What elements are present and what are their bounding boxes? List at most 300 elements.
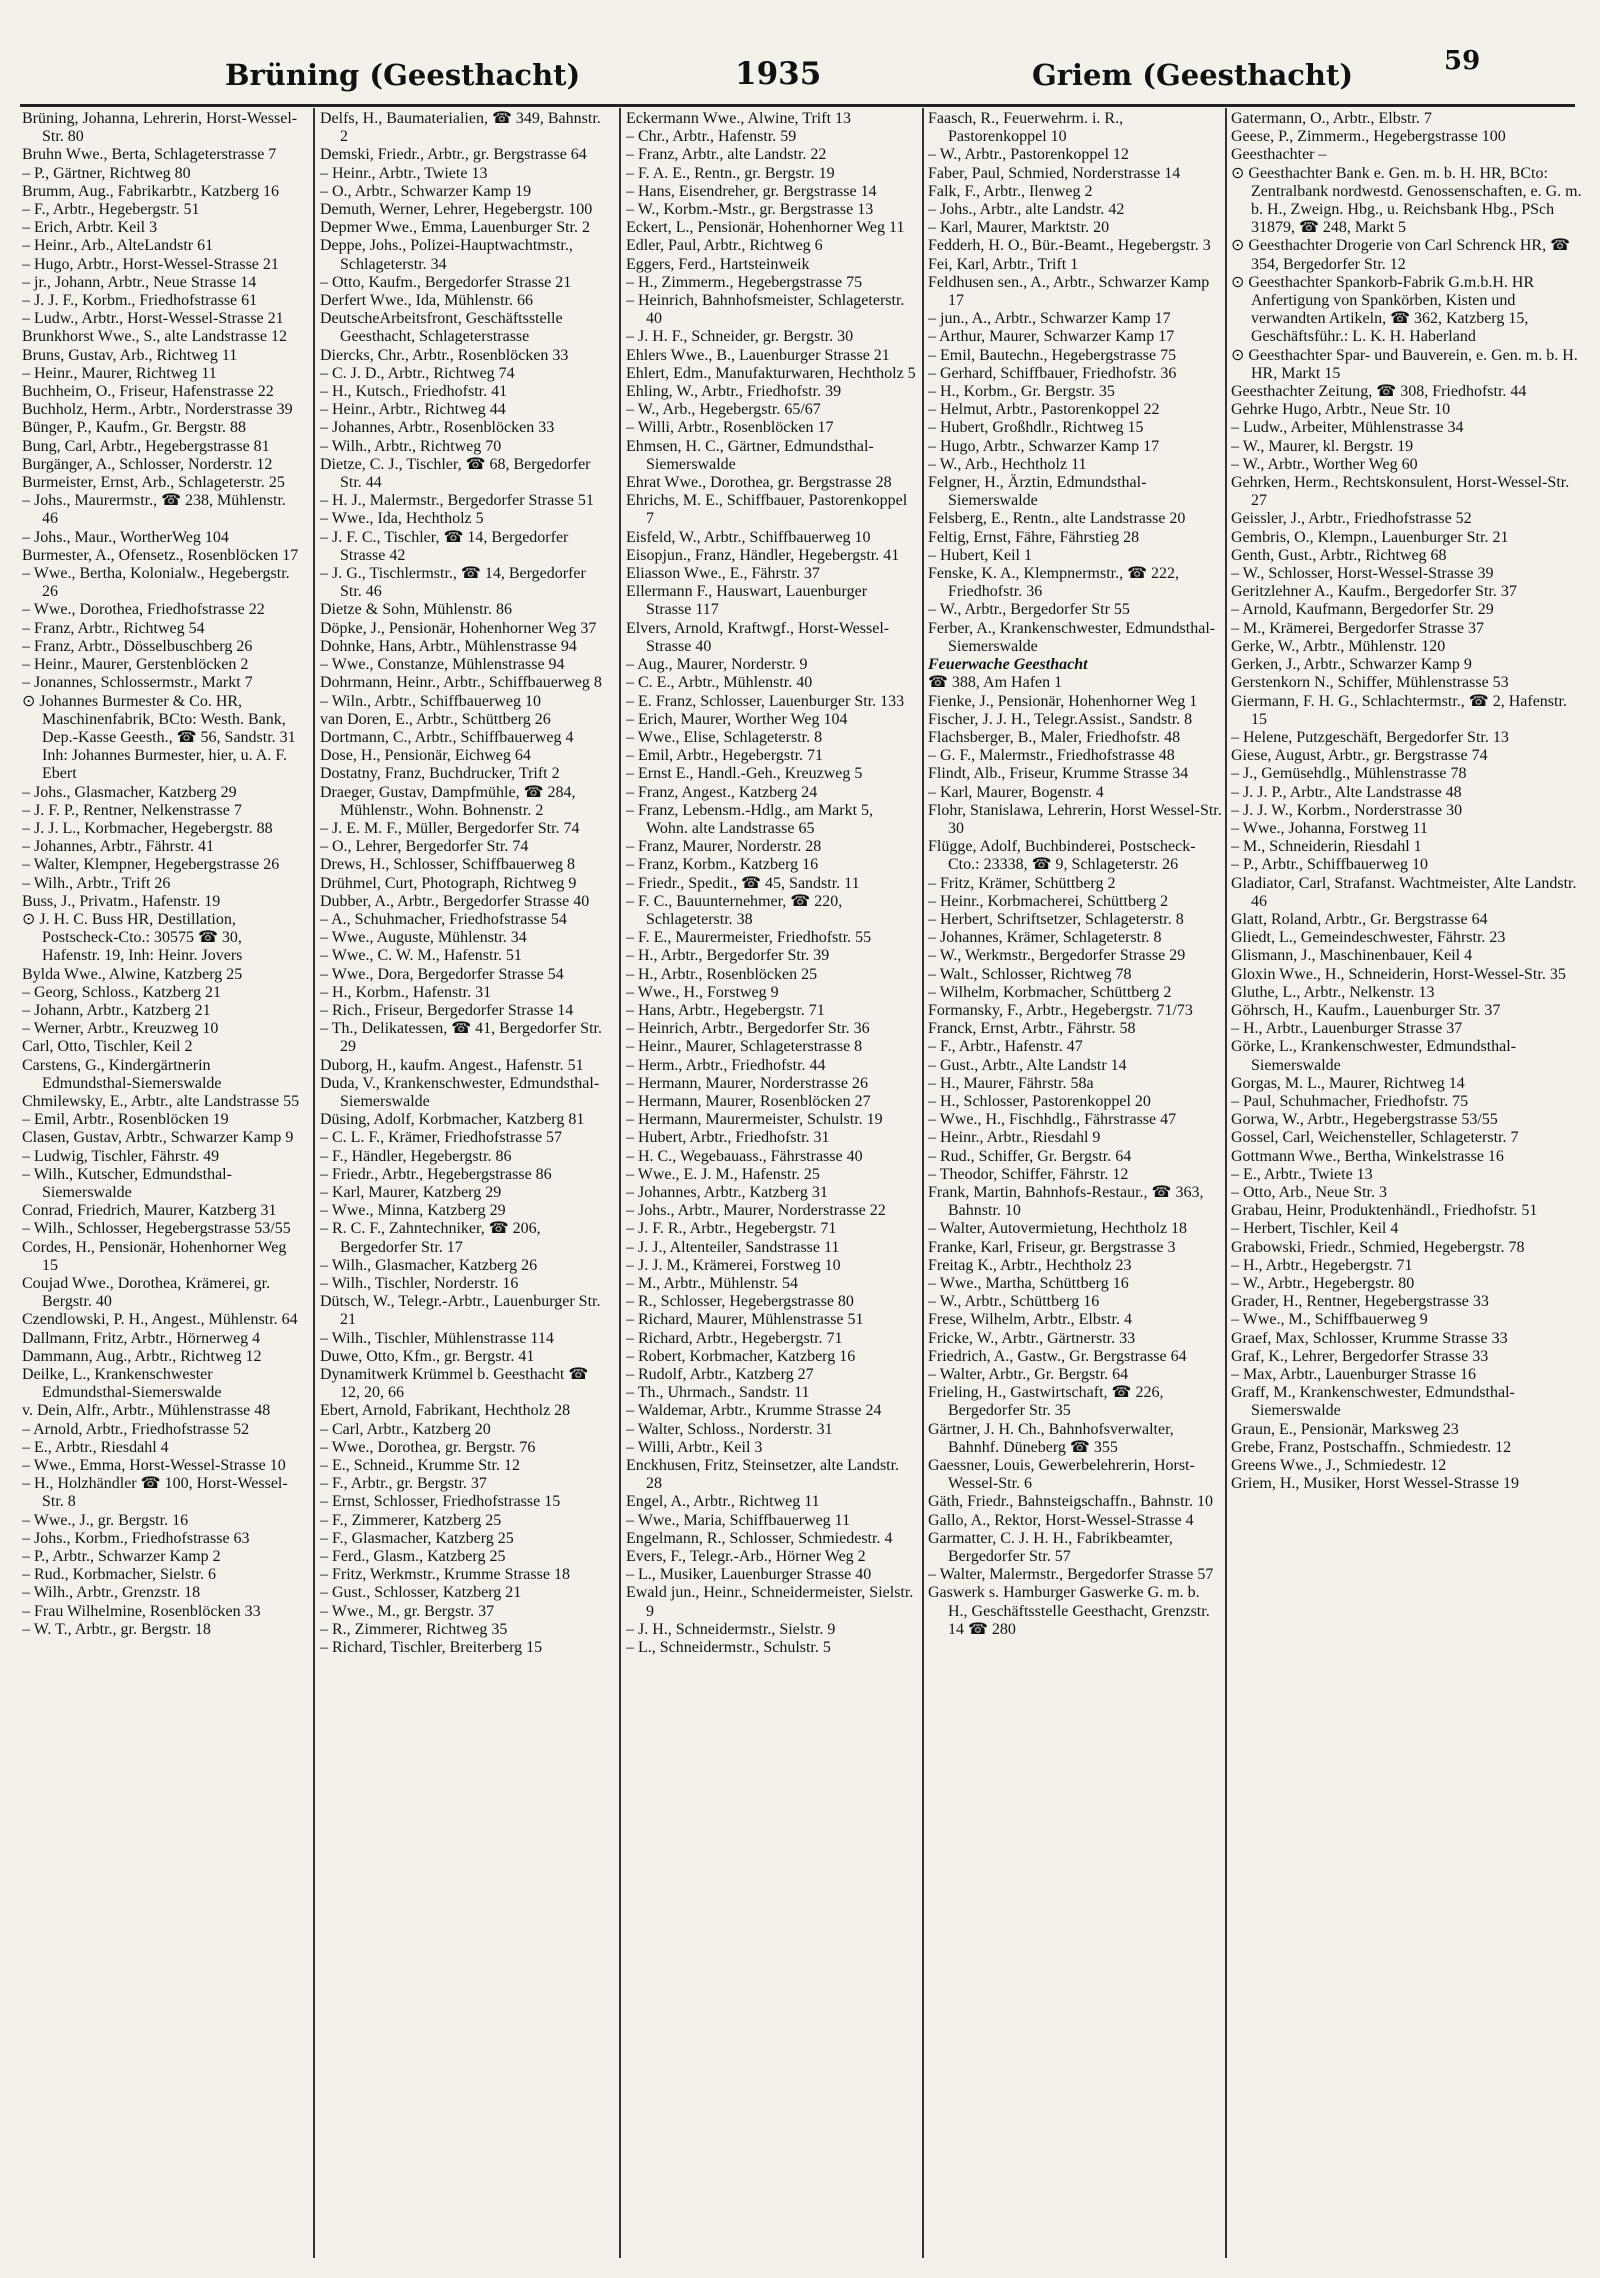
directory-entry: Gorwa, W., Arbtr., Hegebergstrasse 53/55 xyxy=(1231,1111,1498,1129)
directory-entry: Geesthachter – xyxy=(1231,146,1327,164)
directory-entry: – J. F. R., Arbtr., Hegebergstr. 71 xyxy=(626,1220,837,1238)
directory-entry: – Ludw., Arbeiter, Mühlenstrasse 34 xyxy=(1231,419,1464,437)
directory-entry: – E. Franz, Schlosser, Lauenburger Str. 133 xyxy=(626,692,905,710)
directory-entry: – F. A. E., Rentn., gr. Bergstr. 19 xyxy=(626,164,835,182)
directory-entry: – Franz, Arbtr., Dösselbuschberg 26 xyxy=(22,637,253,655)
directory-entry: – Rich., Friseur, Bergedorfer Strasse 14 xyxy=(320,1001,574,1019)
directory-entry: Brunkhorst Wwe., S., alte Landstrasse 12 xyxy=(22,328,287,346)
directory-entry: Graf, K., Lehrer, Bergedorfer Strasse 33 xyxy=(1231,1347,1489,1365)
directory-entry: Ehlers Wwe., B., Lauenburger Strasse 21 xyxy=(626,346,890,364)
directory-entry: Felsberg, E., Rentn., alte Landstrasse 20 xyxy=(928,510,1186,528)
directory-entry: – Karl, Maurer, Marktstr. 20 xyxy=(928,219,1110,237)
directory-entry: – W., Schlosser, Horst-Wessel-Strasse 39 xyxy=(1231,565,1494,583)
directory-entry: – Karl, Maurer, Katzberg 29 xyxy=(320,1183,502,1201)
directory-entry: – Johs., Korbm., Friedhofstrasse 63 xyxy=(22,1529,250,1547)
directory-entry: Deilke, L., Krankenschwester Edmundsthal-Siemerswalde xyxy=(22,1366,222,1402)
directory-entry: – Hugo, Arbtr., Horst-Wessel-Strasse 21 xyxy=(22,255,279,273)
directory-entry: – Walter, Schloss., Norderstr. 31 xyxy=(626,1420,833,1438)
directory-entry: Franke, Karl, Friseur, gr. Bergstrasse 3 xyxy=(928,1238,1176,1256)
directory-entry: – Hans, Arbtr., Hegebergstr. 71 xyxy=(626,1001,825,1019)
directory-entry: – Rud., Schiffer, Gr. Bergstr. 64 xyxy=(928,1147,1132,1165)
directory-entry: – Wilh., Schlosser, Hegebergstrasse 53/55 xyxy=(22,1220,291,1238)
directory-entry: – J. G., Tischlermstr., ☎ 14, Bergedorfer Str. 46 xyxy=(320,565,586,601)
directory-entry: Grader, H., Rentner, Hegebergstrasse 33 xyxy=(1231,1293,1489,1311)
directory-entry: Cordes, H., Pensionär, Hohenhorner Weg 15 xyxy=(22,1238,287,1274)
directory-entry: – Hugo, Arbtr., Schwarzer Kamp 17 xyxy=(928,437,1160,455)
header-rule xyxy=(20,104,1575,107)
directory-entry: Greens Wwe., J., Schmiedestr. 12 xyxy=(1231,1457,1447,1475)
directory-entry: – Franz, Maurer, Norderstr. 28 xyxy=(626,838,822,856)
directory-entry: Dietze & Sohn, Mühlenstr. 86 xyxy=(320,601,512,619)
directory-entry: v. Dein, Alfr., Arbtr., Mühlenstrasse 48 xyxy=(22,1402,271,1420)
column-divider xyxy=(313,108,315,2258)
directory-entry: – Emil, Arbtr., Hegebergstr. 71 xyxy=(626,747,824,765)
directory-entry: – Helene, Putzgeschäft, Bergedorfer Str. 13 xyxy=(1231,728,1509,746)
directory-entry: – W., Arbtr., Worther Weg 60 xyxy=(1231,455,1418,473)
directory-entry: Burmester, A., Ofensetz., Rosenblöcken 17 xyxy=(22,546,299,564)
directory-entry: Depmer Wwe., Emma, Lauenburger Str. 2 xyxy=(320,219,590,237)
directory-entry: Dallmann, Fritz, Arbtr., Hörnerweg 4 xyxy=(22,1329,261,1347)
directory-entry: – Wwe., Dora, Bergedorfer Strasse 54 xyxy=(320,965,564,983)
directory-entry: Giese, August, Arbtr., gr. Bergstrasse 74 xyxy=(1231,747,1488,765)
directory-entry: – Wwe., Martha, Schüttberg 16 xyxy=(928,1275,1129,1292)
directory-entry: Ellermann F., Hauswart, Lauenburger Strasse 117 xyxy=(626,583,868,619)
directory-entry: Elvers, Arnold, Kraftwgf., Horst-Wessel-Strasse 40 xyxy=(626,619,890,655)
directory-entry: – Herbert, Schriftsetzer, Schlageterstr. 8 xyxy=(928,910,1184,928)
directory-entry: Gaswerk s. Hamburger Gaswerke G. m. b. H., Geschäftsstelle Geesthacht, Grenzstr. 14 ☎ 280 xyxy=(928,1584,1210,1638)
directory-entry: – Heinrich, Bahnhofsmeister, Schlageterstr. 40 xyxy=(626,292,905,328)
directory-entry: – Wwe., M., Schiffbauerweg 9 xyxy=(1231,1311,1428,1329)
directory-entry: Fedderh, H. O., Bür.-Beamt., Hegebergstr. 3 xyxy=(928,237,1211,255)
directory-entry: Flachsberger, B., Maler, Friedhofstr. 48 xyxy=(928,728,1181,746)
directory-entry: – E., Arbtr., Twiete 13 xyxy=(1231,1165,1373,1183)
directory-entry: Bylda Wwe., Alwine, Katzberg 25 xyxy=(22,965,243,983)
directory-entry: Ebert, Arnold, Fabrikant, Hechtholz 28 xyxy=(320,1402,571,1420)
directory-entry: – H., Kutsch., Friedhofstr. 41 xyxy=(320,383,508,401)
directory-entry: Dohrmann, Heinr., Arbtr., Schiffbauerweg 8 xyxy=(320,674,602,692)
column-2 xyxy=(320,110,610,2260)
directory-entry: – P., Arbtr., Schwarzer Kamp 2 xyxy=(22,1548,221,1566)
directory-entry: – Karl, Maurer, Bogenstr. 4 xyxy=(928,783,1104,801)
directory-entry: – Wwe., Johanna, Forstweg 11 xyxy=(1231,819,1428,837)
directory-entry: Czendlowski, P. H., Angest., Mühlenstr. 64 xyxy=(22,1311,298,1329)
directory-entry: ⊙ Geesthachter Spar- und Bauverein, e. Gen. m. b. H. HR, Markt 15 xyxy=(1231,346,1578,382)
directory-entry: Gehrken, Herm., Rechtskonsulent, Horst-Wessel-Str. 27 xyxy=(1231,474,1570,510)
directory-entry: van Doren, E., Arbtr., Schüttberg 26 xyxy=(320,710,551,728)
directory-entry: Gladiator, Carl, Strafanst. Wachtmeister, Alte Landstr. 46 xyxy=(1231,874,1577,910)
directory-entry: Chmilewsky, E., Arbtr., alte Landstrasse 55 xyxy=(22,1092,300,1110)
directory-entry: – Johannes, Arbtr., Fährstr. 41 xyxy=(22,838,214,856)
directory-entry: Dohnke, Hans, Arbtr., Mühlenstrasse 94 xyxy=(320,637,577,655)
directory-entry: – Johs., Maurermstr., ☎ 238, Mühlenstr. 46 xyxy=(22,492,286,528)
directory-entry: Gehrke Hugo, Arbtr., Neue Str. 10 xyxy=(1231,401,1451,419)
directory-entry: Feltig, Ernst, Fähre, Fährstieg 28 xyxy=(928,528,1140,546)
directory-entry: Flohr, Stanislawa, Lehrerin, Horst Wessel-Str. 30 xyxy=(928,801,1222,837)
directory-entry: – H., Arbtr., Rosenblöcken 25 xyxy=(626,965,818,983)
directory-entry: Gerken, J., Arbtr., Schwarzer Kamp 9 xyxy=(1231,656,1472,674)
directory-entry: – Richard, Arbtr., Hegebergstr. 71 xyxy=(626,1329,843,1347)
directory-entry: Glismann, J., Maschinenbauer, Keil 4 xyxy=(1231,947,1473,965)
directory-entry: – Wilh., Arbtr., Richtweg 70 xyxy=(320,437,502,455)
directory-entry: – Wilh., Glasmacher, Katzberg 26 xyxy=(320,1256,538,1274)
directory-entry: Garmatter, C. J. H. H., Fabrikbeamter, Bergedorfer Str. 57 xyxy=(928,1529,1173,1566)
directory-entry: – P., Gärtner, Richtweg 80 xyxy=(22,164,191,182)
directory-entry: Gerstenkorn N., Schiffer, Mühlenstrasse 53 xyxy=(1231,674,1509,692)
directory-entry: – Johann, Arbtr., Katzberg 21 xyxy=(22,1001,211,1019)
directory-entry: – Aug., Maurer, Norderstr. 9 xyxy=(626,656,808,674)
directory-entry: Genth, Gust., Arbtr., Richtweg 68 xyxy=(1231,546,1447,564)
directory-entry: – M., Arbtr., Mühlenstr. 54 xyxy=(626,1275,799,1292)
directory-entry: Graef, Max, Schlosser, Krumme Strasse 33 xyxy=(1231,1329,1508,1347)
directory-entry: Gallo, A., Rektor, Horst-Wessel-Strasse 4 xyxy=(928,1511,1194,1529)
directory-entry: Coujad Wwe., Dorothea, Krämerei, gr. Bergstr. 40 xyxy=(22,1275,271,1311)
directory-entry: Gembris, O., Klempn., Lauenburger Str. 21 xyxy=(1231,528,1509,546)
directory-entry: – Ferd., Glasm., Katzberg 25 xyxy=(320,1548,506,1566)
directory-entry: Brumm, Aug., Fabrikarbtr., Katzberg 16 xyxy=(22,182,279,200)
directory-entry: – Carl, Arbtr., Katzberg 20 xyxy=(320,1420,491,1438)
directory-entry: – J. J. W., Korbm., Norderstrasse 30 xyxy=(1231,801,1463,819)
directory-entry: – Herbert, Tischler, Keil 4 xyxy=(1231,1220,1399,1238)
directory-entry: – L., Musiker, Lauenburger Strasse 40 xyxy=(626,1566,872,1584)
directory-entry: – C. L. F., Krämer, Friedhofstrasse 57 xyxy=(320,1129,563,1147)
directory-entry: Demski, Friedr., Arbtr., gr. Bergstrasse 64 xyxy=(320,146,587,164)
directory-entry: Düsing, Adolf, Korbmacher, Katzberg 81 xyxy=(320,1111,585,1129)
directory-entry: – Friedr., Arbtr., Hegebergstrasse 86 xyxy=(320,1165,552,1183)
directory-entry: Eisfeld, W., Arbtr., Schiffbauerweg 10 xyxy=(626,528,871,546)
directory-entry: Carl, Otto, Tischler, Keil 2 xyxy=(22,1038,193,1056)
directory-entry: – Fritz, Werkmstr., Krumme Strasse 18 xyxy=(320,1566,570,1584)
directory-entry: – Emil, Arbtr., Rosenblöcken 19 xyxy=(22,1111,229,1129)
directory-entry: – Walt., Schlosser, Richtweg 78 xyxy=(928,965,1132,983)
directory-entry: – W., Werkmstr., Bergedorfer Strasse 29 xyxy=(928,947,1186,965)
directory-entry: – Theodor, Schiffer, Fährstr. 12 xyxy=(928,1165,1129,1183)
directory-entry: – Herm., Arbtr., Friedhofstr. 44 xyxy=(626,1056,826,1074)
directory-entry: ⊙ Geesthachter Spankorb-Fabrik G.m.b.H. HR Anfertigung von Spankörben, Kisten und verwandten Artikeln, ☎ 362, Katzberg 15, Geschäftsführ.: L. K. H. Haberland xyxy=(1231,273,1535,346)
directory-entry: – W., Arb., Hegebergstr. 65/67 xyxy=(626,401,821,419)
directory-entry: – W., Arbtr., Schüttberg 16 xyxy=(928,1293,1100,1311)
directory-entry: Gäth, Friedr., Bahnsteigschaffn., Bahnstr. 10 xyxy=(928,1493,1213,1511)
directory-entry: – F., Arbtr., Hafenstr. 47 xyxy=(928,1038,1083,1056)
directory-entry: – H., Schlosser, Pastorenkoppel 20 xyxy=(928,1092,1151,1110)
directory-entry: – E., Schneid., Krumme Str. 12 xyxy=(320,1457,520,1475)
directory-entry: – Heinrich, Arbtr., Bergedorfer Str. 36 xyxy=(626,1020,870,1038)
directory-entry: Ehling, W., Arbtr., Friedhofstr. 39 xyxy=(626,383,842,401)
directory-entry: – Johs., Maur., WortherWeg 104 xyxy=(22,528,229,546)
directory-entry: – Wwe., Elise, Schlageterstr. 8 xyxy=(626,728,823,746)
directory-entry: – M., Schneiderin, Riesdahl 1 xyxy=(1231,838,1422,856)
directory-entry: – Franz, Arbtr., alte Landstr. 22 xyxy=(626,146,827,164)
directory-entry: – Heinr., Maurer, Gerstenblöcken 2 xyxy=(22,656,249,674)
directory-entry: Ferber, A., Krankenschwester, Edmundsthal-Siemerswalde xyxy=(928,619,1216,655)
directory-entry: Griem, H., Musiker, Horst Wessel-Strasse 19 xyxy=(1231,1475,1519,1493)
directory-entry: Diercks, Chr., Arbtr., Rosenblöcken 33 xyxy=(320,346,569,364)
directory-entry: Faasch, R., Feuerwehrm. i. R., Pastorenkoppel 10 xyxy=(928,110,1124,146)
directory-entry: – H., Korbm., Hafenstr. 31 xyxy=(320,983,492,1001)
directory-entry: Buchholz, Herm., Arbtr., Norderstrasse 39 xyxy=(22,401,293,419)
directory-entry: – Walter, Arbtr., Gr. Bergstr. 64 xyxy=(928,1366,1129,1384)
directory-entry: – Johs., Arbtr., alte Landstr. 42 xyxy=(928,201,1125,219)
directory-entry: – O., Lehrer, Bergedorfer Str. 74 xyxy=(320,838,529,856)
directory-entry: – Chr., Arbtr., Hafenstr. 59 xyxy=(626,128,797,146)
directory-entry: – Wwe., Minna, Katzberg 29 xyxy=(320,1202,506,1220)
directory-entry: – Wilh., Tischler, Norderstr. 16 xyxy=(320,1275,519,1292)
directory-entry: – Georg, Schloss., Katzberg 21 xyxy=(22,983,221,1001)
directory-entry: Dütsch, W., Telegr.-Arbtr., Lauenburger Str. 21 xyxy=(320,1293,601,1329)
directory-entry: Franck, Ernst, Arbtr., Fährstr. 58 xyxy=(928,1020,1136,1038)
directory-entry: Grebe, Franz, Postschaffn., Schmiedestr. 12 xyxy=(1231,1438,1512,1456)
directory-entry: – Wwe., Auguste, Mühlenstr. 34 xyxy=(320,929,527,947)
directory-entry: – W. T., Arbtr., gr. Bergstr. 18 xyxy=(22,1620,211,1638)
directory-entry: – Rudolf, Arbtr., Katzberg 27 xyxy=(626,1366,814,1384)
directory-entry: – Wwe., Dorothea, Friedhofstrasse 22 xyxy=(22,601,265,619)
directory-entry: – Ernst E., Handl.-Geh., Kreuzweg 5 xyxy=(626,765,863,783)
directory-entry: – Wilh., Kutscher, Edmundsthal-Siemerswalde xyxy=(22,1165,232,1201)
directory-entry: Dostatny, Franz, Buchdrucker, Trift 2 xyxy=(320,765,560,783)
directory-entry: Geritzlehner A., Kaufm., Bergedorfer Str. 37 xyxy=(1231,583,1517,601)
directory-entry: Falk, F., Arbtr., Ilenweg 2 xyxy=(928,182,1093,200)
directory-entry: – M., Krämerei, Bergedorfer Strasse 37 xyxy=(1231,619,1484,637)
directory-entry: – Wwe., Emma, Horst-Wessel-Strasse 10 xyxy=(22,1457,286,1475)
directory-entry: – W., Arbtr., Pastorenkoppel 12 xyxy=(928,146,1129,164)
directory-entry: Duda, V., Krankenschwester, Edmundsthal-Siemerswalde xyxy=(320,1074,600,1110)
directory-entry: Graun, E., Pensionär, Marksweg 23 xyxy=(1231,1420,1459,1438)
directory-entry: Giermann, F. H. G., Schlachtermstr., ☎ 2, Hafenstr. 15 xyxy=(1231,692,1567,728)
directory-entry: ⊙ Geesthachter Bank e. Gen. m. b. H. HR, BCto: Zentralbank nordwestd. Genossenschaften, e. G. m. b. H., Zweign. Hbg., u. Reichsbank Hbg., PSch 31879, ☎ 248, Markt 5 xyxy=(1231,164,1582,237)
directory-entry: – H., Arbtr., Bergedorfer Str. 39 xyxy=(626,947,830,965)
directory-entry: Feldhusen sen., A., Arbtr., Schwarzer Kamp 17 xyxy=(928,273,1210,310)
directory-entry: – J. J. L., Korbmacher, Hegebergstr. 88 xyxy=(22,819,273,837)
directory-entry: – H., Arbtr., Hegebergstr. 71 xyxy=(1231,1256,1413,1274)
directory-entry: – Ludwig, Tischler, Fährstr. 49 xyxy=(22,1147,220,1165)
directory-entry: Bünger, P., Kaufm., Gr. Bergstr. 88 xyxy=(22,419,246,437)
directory-entry: Deppe, Johs., Polizei-Hauptwachtmstr., Schlageterstr. 34 xyxy=(320,237,573,273)
directory-entry: – Wwe., C. W. M., Hafenstr. 51 xyxy=(320,947,522,965)
directory-entry: DeutscheArbeitsfront, Geschäftsstelle Geesthacht, Schlageterstrasse xyxy=(320,310,563,346)
directory-entry: – Franz, Arbtr., Richtweg 54 xyxy=(22,619,205,637)
directory-entry: – Friedr., Spedit., ☎ 45, Sandstr. 11 xyxy=(626,874,860,892)
directory-entry: – H., Holzhändler ☎ 100, Horst-Wessel-Str. 8 xyxy=(22,1475,288,1511)
directory-entry: Ewald jun., Heinr., Schneidermeister, Sielstr. 9 xyxy=(626,1584,914,1620)
section-heading: Feuerwache Geesthacht xyxy=(928,656,1088,674)
directory-entry: – Fritz, Krämer, Schüttberg 2 xyxy=(928,874,1116,892)
directory-entry: Gliedt, L., Gemeindeschwester, Fährstr. 23 xyxy=(1231,929,1506,947)
directory-entry: Ehmsen, H. C., Gärtner, Edmundsthal-Siemerswalde xyxy=(626,437,874,473)
page-header xyxy=(20,50,1490,94)
directory-entry: – Wilhelm, Korbmacher, Schüttberg 2 xyxy=(928,983,1172,1001)
directory-entry: Fricke, W., Arbtr., Gärtnerstr. 33 xyxy=(928,1329,1136,1347)
directory-entry: – Heinr., Arbtr., Twiete 13 xyxy=(320,164,488,182)
column-5 xyxy=(1231,110,1583,2260)
directory-entry: – Wwe., Constanze, Mühlenstrasse 94 xyxy=(320,656,565,674)
directory-entry: Geese, P., Zimmerm., Hegebergstrasse 100 xyxy=(1231,128,1506,146)
directory-entry: Grabau, Heinr, Produktenhändl., Friedhofstr. 51 xyxy=(1231,1202,1538,1220)
directory-entry: – Erich, Maurer, Worther Weg 104 xyxy=(626,710,848,728)
directory-entry: Conrad, Friedrich, Maurer, Katzberg 31 xyxy=(22,1202,277,1220)
directory-entry: Gloxin Wwe., H., Schneiderin, Horst-Wessel-Str. 35 xyxy=(1231,965,1566,983)
directory-entry: – Wilh., Arbtr., Trift 26 xyxy=(22,874,171,892)
directory-entry: Buss, J., Privatm., Hafenstr. 19 xyxy=(22,892,221,910)
directory-entry: – Arnold, Arbtr., Friedhofstrasse 52 xyxy=(22,1420,250,1438)
directory-entry: – Wwe., Maria, Schiffbauerweg 11 xyxy=(626,1511,851,1529)
directory-entry: – Wwe., H., Forstweg 9 xyxy=(626,983,779,1001)
directory-entry: – Wilh., Arbtr., Grenzstr. 18 xyxy=(22,1584,201,1602)
directory-entry: Gerke, W., Arbtr., Mühlenstr. 120 xyxy=(1231,637,1446,655)
directory-entry: – Richard, Tischler, Breiterberg 15 xyxy=(320,1639,543,1657)
directory-entry: Delfs, H., Baumaterialien, ☎ 349, Bahnstr. 2 xyxy=(320,110,601,146)
directory-entry: – Waldemar, Arbtr., Krumme Strasse 24 xyxy=(626,1402,882,1420)
directory-entry: Ehrat Wwe., Dorothea, gr. Bergstrasse 28 xyxy=(626,474,892,492)
directory-entry: – F., Arbtr., gr. Bergstr. 37 xyxy=(320,1475,487,1493)
directory-entry: – Wwe., Bertha, Kolonialw., Hegebergstr. 26 xyxy=(22,565,290,601)
directory-entry: Engelmann, R., Schlosser, Schmiedestr. 4 xyxy=(626,1529,893,1547)
directory-entry: – F. C., Bauunternehmer, ☎ 220, Schlageterstr. 38 xyxy=(626,892,843,928)
directory-entry: Felgner, H., Ärztin, Edmundsthal-Siemerswalde xyxy=(928,474,1147,510)
directory-entry: – jr., Johann, Arbtr., Neue Strasse 14 xyxy=(22,273,257,291)
directory-entry: Gossel, Carl, Weichensteller, Schlageterstr. 7 xyxy=(1231,1129,1519,1147)
directory-entry: – P., Arbtr., Schiffbauerweg 10 xyxy=(1231,856,1429,874)
directory-entry: Duborg, H., kaufm. Angest., Hafenstr. 51 xyxy=(320,1056,584,1074)
directory-entry: Frieling, H., Gastwirtschaft, ☎ 226, Bergedorfer Str. 35 xyxy=(928,1384,1164,1420)
directory-entry: Ehrichs, M. E., Schiffbauer, Pastorenkoppel 7 xyxy=(626,492,908,528)
directory-entry: – Heinr., Maurer, Richtweg 11 xyxy=(22,364,217,382)
column-1 xyxy=(22,110,302,2260)
directory-entry: Eliasson Wwe., E., Fährstr. 37 xyxy=(626,565,820,583)
directory-entry: Draeger, Gustav, Dampfmühle, ☎ 284, Mühlenstr., Wohn. Bohnenstr. 2 xyxy=(320,783,576,819)
directory-entry: – Heinr., Korbmacherei, Schüttberg 2 xyxy=(928,892,1169,910)
directory-entry: – H., Zimmerm., Hegebergstrasse 75 xyxy=(626,273,863,291)
directory-entry: – Walter, Malermstr., Bergedorfer Strasse 57 xyxy=(928,1566,1214,1584)
header-left-range: Brüning (Geesthacht) xyxy=(225,58,581,92)
directory-entry: – Arnold, Kaufmann, Bergedorfer Str. 29 xyxy=(1231,601,1494,619)
directory-entry: Frank, Martin, Bahnhofs-Restaur., ☎ 363, Bahnstr. 10 xyxy=(928,1183,1204,1220)
directory-entry: – Heinr., Arb., AlteLandstr 61 xyxy=(22,237,214,255)
directory-entry: – H., Korbm., Gr. Bergstr. 35 xyxy=(928,383,1115,401)
directory-entry: – W., Arb., Hechtholz 11 xyxy=(928,455,1087,473)
directory-entry: – Hubert, Keil 1 xyxy=(928,546,1032,564)
column-3 xyxy=(626,110,916,2260)
directory-entry: Fienke, J., Pensionär, Hohenhorner Weg 1 xyxy=(928,692,1198,710)
directory-entry: – Wwe., Dorothea, gr. Bergstr. 76 xyxy=(320,1438,536,1456)
directory-entry: Ehlert, Edm., Manufakturwaren, Hechtholz 5 xyxy=(626,364,916,382)
directory-entry: Eckert, L., Pensionär, Hohenhorner Weg 11 xyxy=(626,219,905,237)
directory-entry: Eisopjun., Franz, Händler, Hegebergstr. 41 xyxy=(626,546,900,564)
directory-entry: – Heinr., Arbtr., Riesdahl 9 xyxy=(928,1129,1101,1147)
directory-entry: Gatermann, O., Arbtr., Elbstr. 7 xyxy=(1231,110,1432,127)
directory-entry: Carstens, G., Kindergärtnerin Edmundsthal-Siemerswalde xyxy=(22,1056,222,1092)
directory-entry: ☎ 388, Am Hafen 1 xyxy=(928,674,1063,692)
directory-entry: – H., Maurer, Fährstr. 58a xyxy=(928,1074,1094,1092)
directory-entry: Dubber, A., Arbtr., Bergedorfer Strasse 40 xyxy=(320,892,590,910)
directory-entry: Gärtner, J. H. Ch., Bahnhofsverwalter, Bahnhf. Düneberg ☎ 355 xyxy=(928,1420,1174,1456)
directory-entry: Geissler, J., Arbtr., Friedhofstrasse 52 xyxy=(1231,510,1472,528)
directory-entry: Graff, M., Krankenschwester, Edmundsthal-Siemerswalde xyxy=(1231,1384,1515,1420)
directory-entry: ⊙ Johannes Burmester & Co. HR, Maschinenfabrik, BCto: Westh. Bank, Dep.-Kasse Geesth., ☎ 56, Sandstr. 31 Inh: Johannes Burmester, hier, u. A. F. Ebert xyxy=(22,692,296,783)
directory-entry: – Wwe., Ida, Hechtholz 5 xyxy=(320,510,484,528)
directory-entry: – J. J. P., Arbtr., Alte Landstrasse 48 xyxy=(1231,783,1462,801)
directory-entry: – Paul, Schuhmacher, Friedhofstr. 75 xyxy=(1231,1092,1469,1110)
directory-entry: – J. J., Altenteiler, Sandstrasse 11 xyxy=(626,1238,840,1256)
directory-entry: Friedrich, A., Gastw., Gr. Bergstrasse 64 xyxy=(928,1347,1187,1365)
directory-entry: Geesthachter Zeitung, ☎ 308, Friedhofstr. 44 xyxy=(1231,383,1527,401)
directory-entry: – F., Händler, Hegebergstr. 86 xyxy=(320,1147,512,1165)
directory-entry: – E., Arbtr., Riesdahl 4 xyxy=(22,1438,169,1456)
directory-entry: – W., Arbtr., Bergedorfer Str 55 xyxy=(928,601,1130,619)
directory-entry: Fenske, K. A., Klempnermstr., ☎ 222, Friedhofstr. 36 xyxy=(928,565,1180,601)
directory-entry: Fischer, J. J. H., Telegr.Assist., Sandstr. 8 xyxy=(928,710,1193,728)
directory-entry: Glatt, Roland, Arbtr., Gr. Bergstrasse 64 xyxy=(1231,910,1488,928)
column-divider xyxy=(1225,108,1227,2258)
directory-entry: – Willi, Arbtr., Rosenblöcken 17 xyxy=(626,419,834,437)
directory-entry: – Emil, Bautechn., Hegebergstrasse 75 xyxy=(928,346,1177,364)
directory-entry: – Heinr., Arbtr., Richtweg 44 xyxy=(320,401,506,419)
directory-entry: – Max, Arbtr., Lauenburger Strasse 16 xyxy=(1231,1366,1476,1384)
directory-entry: – J. J. F., Korbm., Friedhofstrasse 61 xyxy=(22,292,258,310)
directory-entry: – F., Zimmerer, Katzberg 25 xyxy=(320,1511,502,1529)
directory-entry: – Franz, Korbm., Katzberg 16 xyxy=(626,856,819,874)
directory-entry: Drühmel, Curt, Photograph, Richtweg 9 xyxy=(320,874,577,892)
directory-entry: – W., Arbtr., Hegebergstr. 80 xyxy=(1231,1275,1415,1292)
directory-entry: – A., Schuhmacher, Friedhofstrasse 54 xyxy=(320,910,567,928)
directory-entry: Formansky, F., Arbtr., Hegebergstr. 71/73 xyxy=(928,1001,1193,1019)
directory-entry: – Gerhard, Schiffbauer, Friedhofstr. 36 xyxy=(928,364,1177,382)
directory-entry: Eggers, Ferd., Hartsteinweik xyxy=(626,255,810,273)
directory-entry: Evers, F., Telegr.-Arb., Hörner Weg 2 xyxy=(626,1548,866,1566)
directory-entry: Burgänger, A., Schlosser, Norderstr. 12 xyxy=(22,455,273,473)
directory-entry: – Heinr., Maurer, Schlageterstrasse 8 xyxy=(626,1038,863,1056)
header-year: 1935 xyxy=(735,56,822,92)
directory-entry: – Franz, Lebensm.-Hdlg., am Markt 5, Wohn. alte Landstrasse 65 xyxy=(626,801,874,837)
directory-entry: Görke, L., Krankenschwester, Edmundsthal-Siemerswalde xyxy=(1231,1038,1517,1074)
directory-entry: – W., Maurer, kl. Bergstr. 19 xyxy=(1231,437,1414,455)
directory-entry: Brüning, Johanna, Lehrerin, Horst-Wessel-Str. 80 xyxy=(22,110,298,146)
directory-entry: – Richard, Maurer, Mühlenstrasse 51 xyxy=(626,1311,864,1329)
directory-entry: Demuth, Werner, Lehrer, Hegebergstr. 100 xyxy=(320,201,593,219)
directory-entry: Duwe, Otto, Kfm., gr. Bergstr. 41 xyxy=(320,1347,535,1365)
directory-entry: – Ernst, Schlosser, Friedhofstrasse 15 xyxy=(320,1493,561,1511)
directory-entry: – Johannes, Krämer, Schlageterstr. 8 xyxy=(928,929,1162,947)
directory-entry: – Hermann, Maurer, Norderstrasse 26 xyxy=(626,1074,868,1092)
column-divider xyxy=(619,108,621,2258)
directory-entry: – J. F. C., Tischler, ☎ 14, Bergedorfer Strasse 42 xyxy=(320,528,569,564)
directory-entry: – Johannes, Arbtr., Rosenblöcken 33 xyxy=(320,419,555,437)
directory-entry: – Wiln., Arbtr., Schiffbauerweg 10 xyxy=(320,692,541,710)
directory-entry: – O., Arbtr., Schwarzer Kamp 19 xyxy=(320,182,532,200)
directory-entry: – Wwe., H., Fischhdlg., Fährstrasse 47 xyxy=(928,1111,1177,1129)
directory-entry: – Frau Wilhelmine, Rosenblöcken 33 xyxy=(22,1602,261,1620)
directory-entry: – H. C., Wegebauass., Fährstrasse 40 xyxy=(626,1147,863,1165)
directory-entry: Flindt, Alb., Friseur, Krumme Strasse 34 xyxy=(928,765,1189,783)
directory-entry: – J., Gemüsehdlg., Mühlenstrasse 78 xyxy=(1231,765,1467,783)
directory-entry: – Otto, Kaufm., Bergedorfer Strasse 21 xyxy=(320,273,572,291)
directory-entry: – Wwe., M., gr. Bergstr. 37 xyxy=(320,1602,495,1620)
directory-entry: – F., Glasmacher, Katzberg 25 xyxy=(320,1529,514,1547)
directory-entry: Gaessner, Louis, Gewerbelehrerin, Horst-Wessel-Str. 6 xyxy=(928,1457,1195,1493)
directory-entry: Bung, Carl, Arbtr., Hegebergstrasse 81 xyxy=(22,437,270,455)
directory-entry: – Hans, Eisendreher, gr. Bergstrasse 14 xyxy=(626,182,877,200)
directory-entry: – J. F. P., Rentner, Nelkenstrasse 7 xyxy=(22,801,242,819)
directory-entry: Faber, Paul, Schmied, Norderstrasse 14 xyxy=(928,164,1181,182)
directory-entry: – J. J. M., Krämerei, Forstweg 10 xyxy=(626,1256,841,1274)
directory-entry: – F., Arbtr., Hegebergstr. 51 xyxy=(22,201,200,219)
directory-entry: – H., Arbtr., Lauenburger Strasse 37 xyxy=(1231,1020,1463,1038)
directory-entry: – Arthur, Maurer, Schwarzer Kamp 17 xyxy=(928,328,1175,346)
directory-entry: Dammann, Aug., Arbtr., Richtweg 12 xyxy=(22,1347,262,1365)
directory-entry: Dose, H., Pensionär, Eichweg 64 xyxy=(320,747,531,765)
directory-entry: – R. C. F., Zahntechniker, ☎ 206, Bergedorfer Str. 17 xyxy=(320,1220,541,1256)
directory-entry: – Jonannes, Schlossermstr., Markt 7 xyxy=(22,674,253,692)
directory-entry: – W., Korbm.-Mstr., gr. Bergstrasse 13 xyxy=(626,201,874,219)
directory-entry: – Ludw., Arbtr., Horst-Wessel-Strasse 21 xyxy=(22,310,284,328)
